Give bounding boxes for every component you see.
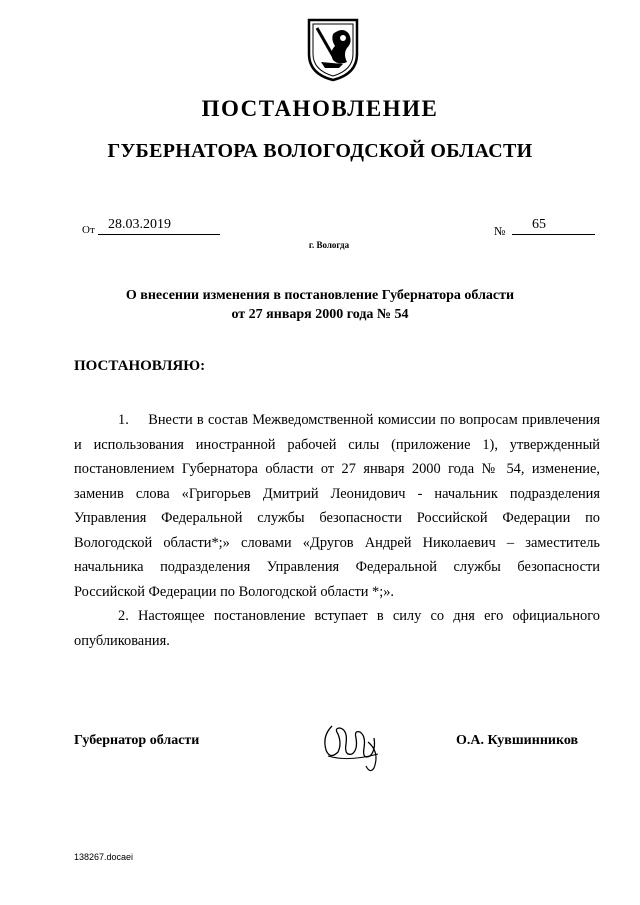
document-number: 65 — [512, 216, 595, 235]
document-date: 28.03.2019 — [98, 216, 220, 235]
file-reference: 138267.docaei — [74, 852, 134, 862]
date-label: От — [82, 224, 95, 236]
signatory-position: Губернатор области — [74, 733, 200, 748]
handwritten-signature — [318, 716, 388, 776]
number-label: № — [494, 224, 506, 238]
paragraph-item — [74, 604, 600, 653]
item-number: 1. — [118, 412, 129, 428]
item-text: Внести в состав Межведомственной комиссии по вопросам привлечения и использования иностранной рабочей силы (приложение 1), утвержденный постановлением Губернатора области от 27 января 2000 года № 54, изменение, заменив слова «Григорьев Дмитрий Леонидович - начальник подразделения Управления Федеральной службы безопасности Российской Федерации по Вологодской области*;» словами «Другов Андрей Николаевич – заместитель начальника подразделения Управления Федеральной службы безопасности Российской Федерации по Вологодской области *;». — [74, 412, 600, 600]
city-name: г. Вологда — [308, 240, 350, 250]
document-subject — [60, 286, 580, 324]
paragraph-item — [74, 408, 600, 604]
item-number: 2. — [118, 608, 129, 624]
subject-line-2: от 27 января 2000 года № 54 — [231, 307, 409, 322]
subject-line-1: О внесении изменения в постановление Губернатора области — [125, 288, 515, 303]
item-text: Настоящее постановление вступает в силу со дня его официального опубликования. — [74, 608, 600, 649]
document-title: ПОСТАНОВЛЕНИЕ — [201, 96, 439, 121]
document-body — [74, 408, 600, 653]
decree-word: ПОСТАНОВЛЯЮ: — [74, 358, 206, 374]
signatory-name: О.А. Кувшинников — [456, 733, 579, 748]
coat-of-arms-emblem — [303, 14, 363, 84]
document-subtitle: ГУБЕРНАТОРА ВОЛОГОДСКОЙ ОБЛАСТИ — [107, 140, 533, 162]
